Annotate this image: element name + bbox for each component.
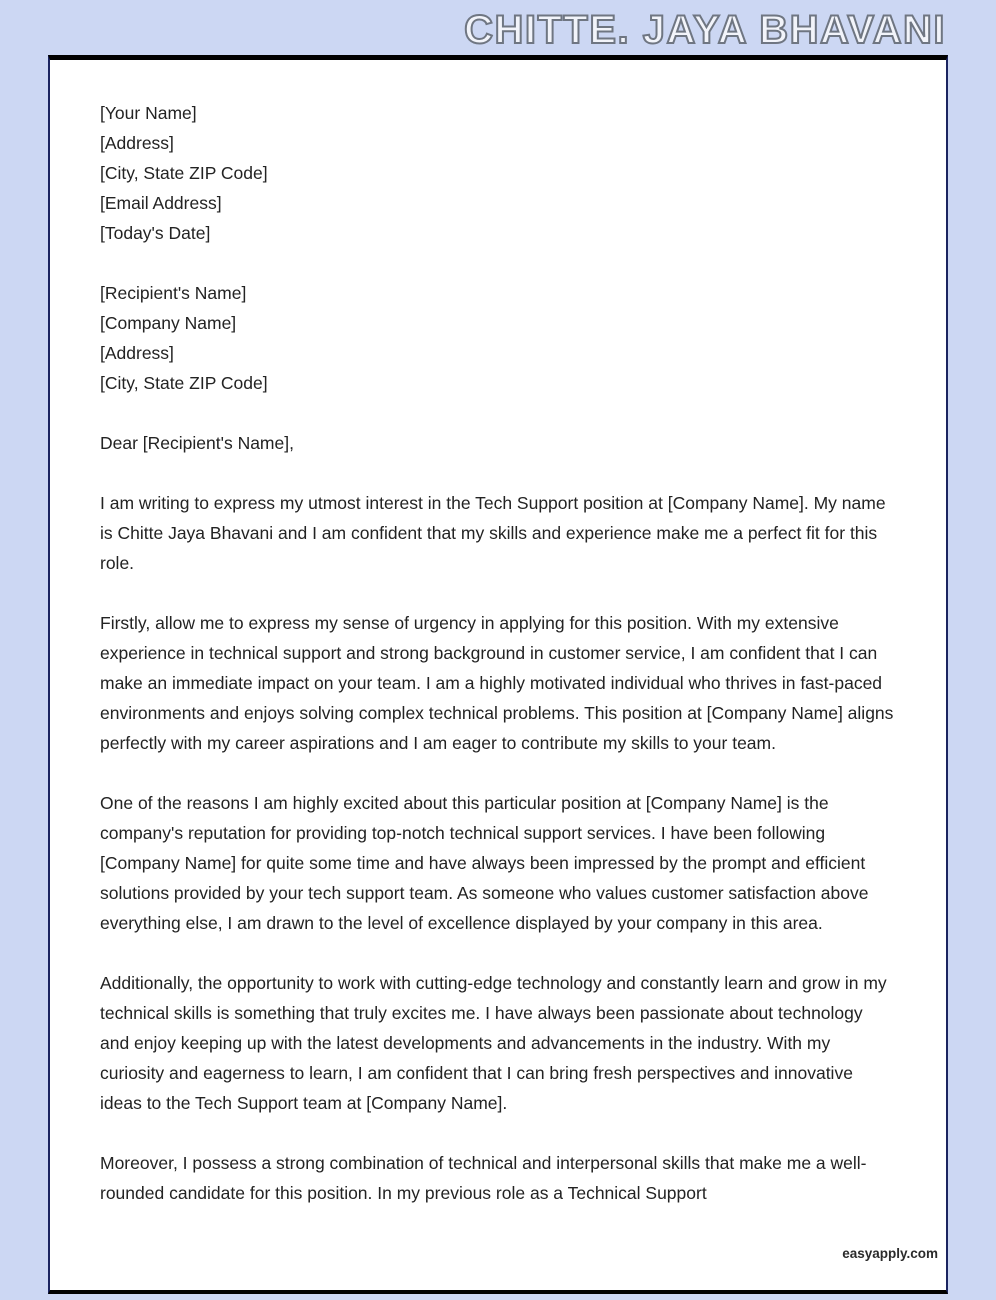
page-title: CHITTE. JAYA BHAVANI — [464, 8, 946, 52]
sender-line: [City, State ZIP Code] — [100, 163, 268, 183]
recipient-line: [Recipient's Name] — [100, 283, 247, 303]
sender-line: [Your Name] — [100, 103, 197, 123]
sender-line: [Email Address] — [100, 193, 222, 213]
sender-block — [100, 98, 894, 248]
letter-paragraph: Additionally, the opportunity to work with cutting-edge technology and constantly learn and grow in my technical skills is something that truly excites me. I have always been passionate about technology and enjoy keeping up with the latest developments and advancements in the industry. With my curiosity and eagerness to learn, I am confident that I can bring fresh perspectives and innovative ideas to the Tech Support team at [Company Name]. — [100, 973, 887, 1113]
recipient-line: [Company Name] — [100, 313, 237, 333]
letter-content — [50, 60, 946, 1208]
salutation: Dear [Recipient's Name], — [100, 433, 294, 453]
sender-line: [Today's Date] — [100, 223, 211, 243]
letter-paragraph: One of the reasons I am highly excited about this particular position at [Company Name] is the company's reputation for providing top-notch technical support services. I have been following [Company Name] for quite some time and have always been impressed by the prompt and efficient solutions provided by your tech support team. As someone who values customer satisfaction above everything else, I am drawn to the level of excellence displayed by your company in this area. — [100, 793, 869, 933]
document-header — [464, 6, 946, 54]
recipient-line: [Address] — [100, 343, 174, 363]
sender-line: [Address] — [100, 133, 174, 153]
recipient-line: [City, State ZIP Code] — [100, 373, 268, 393]
letter-paragraph: Moreover, I possess a strong combination of technical and interpersonal skills that make me a well-rounded candidate for this position. In my previous role as a Technical Support — [100, 1153, 867, 1203]
watermark: easyapply.com — [842, 1246, 938, 1261]
letter-paragraph: Firstly, allow me to express my sense of urgency in applying for this position. With my extensive experience in technical support and strong background in customer service, I am confident that I can make an immediate impact on your team. I am a highly motivated individual who thrives in fast-paced environments and enjoys solving complex technical problems. This position at [Company Name] aligns perfectly with my career aspirations and I am eager to contribute my skills to your team. — [100, 613, 894, 753]
recipient-block — [100, 278, 894, 398]
letter-paragraph: I am writing to express my utmost interest in the Tech Support position at [Company Name]. My name is Chitte Jaya Bhavani and I am confident that my skills and experience make me a perfect fit for this role. — [100, 493, 886, 573]
letter-page — [48, 55, 948, 1294]
